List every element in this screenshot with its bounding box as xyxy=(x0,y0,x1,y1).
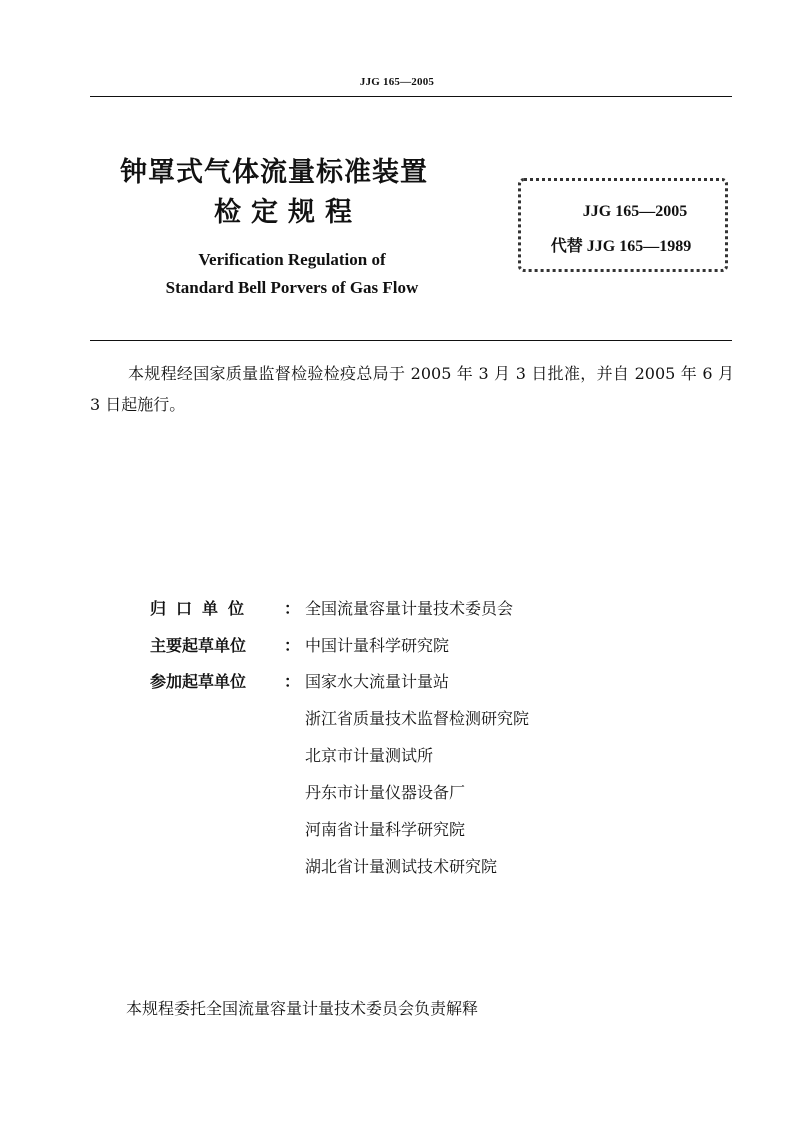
participating-drafter-item: 国家水大流量计量站 xyxy=(305,672,450,691)
responsible-unit-value: 全国流量容量计量技术委员会 xyxy=(305,599,514,618)
regulation-code: JJG 165—2005 xyxy=(582,203,688,220)
participating-drafters-colon: ： xyxy=(284,672,301,691)
participating-drafter-item: 湖北省计量测试技术研究院 xyxy=(305,857,498,876)
participating-drafter-item: 丹东市计量仪器设备厂 xyxy=(305,783,466,802)
title-english-line-1: Verification Regulation of xyxy=(198,250,386,269)
code-box-frame xyxy=(518,178,728,272)
interpretation-statement: 本规程委托全国流量容量计量技术委员会负责解释 xyxy=(126,999,479,1018)
responsible-unit-colon: ： xyxy=(284,599,301,618)
main-drafter-label: 主要起草单位 xyxy=(150,636,247,655)
main-drafter-value: 中国计量科学研究院 xyxy=(305,636,450,655)
approval-statement: 本规程经国家质量监督检验检疫总局于 2005 年 3 月 3 日批准，并自 2005 年 6 月 3 日起施行。 xyxy=(90,364,734,414)
responsible-unit-label: 归口单位 xyxy=(150,599,255,618)
section-rule xyxy=(90,340,732,341)
participating-drafters-label: 参加起草单位 xyxy=(150,672,247,691)
participating-drafter-item: 浙江省质量技术监督检测研究院 xyxy=(305,709,530,728)
replaced-regulation-code: 代替 JJG 165—1989 xyxy=(550,238,692,255)
header-rule xyxy=(90,96,732,97)
title-english-line-2: Standard Bell Porvers of Gas Flow xyxy=(165,278,419,297)
participating-drafter-item: 北京市计量测试所 xyxy=(305,746,434,765)
participating-drafter-item: 河南省计量科学研究院 xyxy=(305,820,466,839)
title-chinese-line-1: 钟罩式气体流量标准装置 xyxy=(120,157,428,188)
running-header: JJG 165—2005 xyxy=(359,76,435,88)
main-drafter-colon: ： xyxy=(284,636,301,655)
title-chinese-line-2: 检定规程 xyxy=(214,197,362,228)
